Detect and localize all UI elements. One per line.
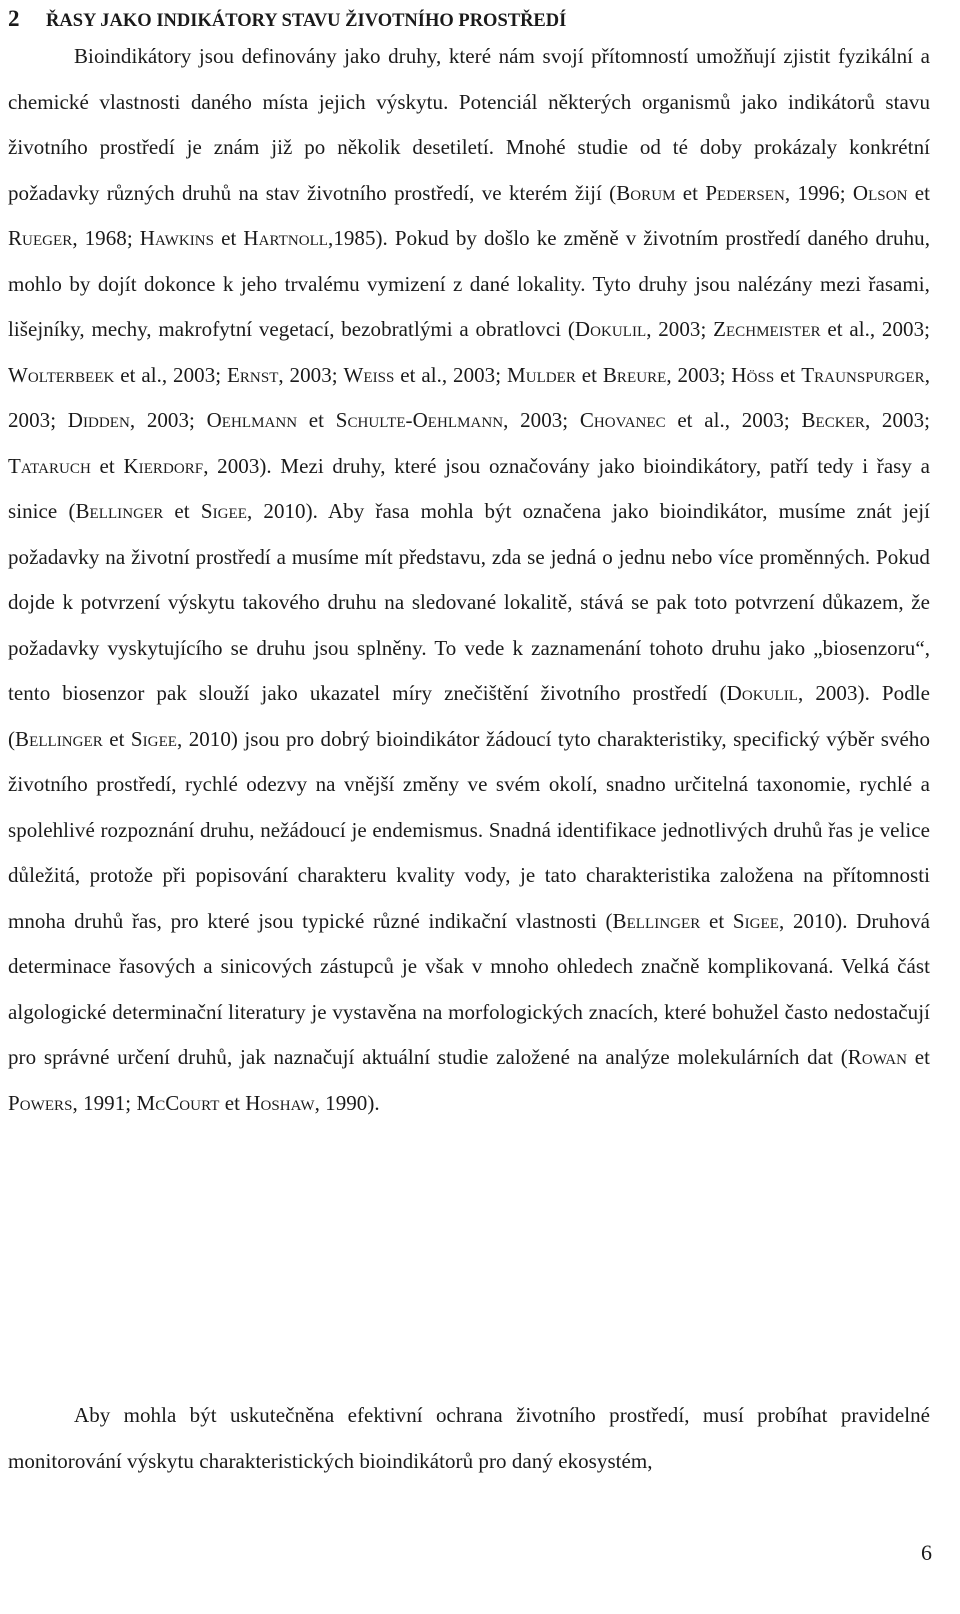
text-run: , 2010). Druhová determinace řasových a sinicových zástupců je však v mnoho ohledech značně komplikovaná. Velká část algologické determinační literatury je vystavěna na morfologických znacích, které bohužel často nedostačují pro správné určení druhů, jak naznačují aktuální studie založené na analýze molekulárních dat ( — [8, 908, 930, 1069]
citation-author: Didden — [67, 408, 130, 432]
citation-author: Powers — [8, 1090, 73, 1115]
page-number: 6 — [921, 1540, 932, 1565]
citation-author: Traunspurger — [801, 362, 925, 387]
citation-author: Becker — [801, 408, 865, 432]
citation-author: Hawkins — [139, 226, 215, 250]
citation-author: Kierdorf — [123, 453, 204, 478]
text-run: et — [163, 499, 201, 523]
text-run: et al., 2003; — [114, 362, 227, 387]
text-run: Bioindikátory jsou definovány jako druhy, které nám svojí přítomností umožňují zjistit fyzikální a chemické vlastnosti daného místa jejich výskytu. Potenciál některých organismů jako indikátorů stavu životního prostředí je znám již po několik desetiletí. Mnohé studie od té doby prokázaly konkrétní požadavky různých druhů na stav životního prostředí, ve kterém žijí ( — [8, 44, 930, 205]
citation-author: Hoshaw — [245, 1090, 315, 1115]
citation-author: Weiss — [343, 362, 395, 387]
text-run: , 2003; — [646, 317, 714, 341]
citation-author: Breure — [602, 362, 667, 387]
text-run: , 1968; — [72, 226, 140, 250]
citation-author: Bellinger — [75, 499, 164, 523]
text-run: , 2003; — [864, 408, 931, 432]
text-run: et — [675, 180, 706, 205]
text-run: et — [700, 908, 733, 933]
citation-author: Bellinger — [612, 908, 701, 933]
citation-author: Pedersen — [705, 180, 785, 205]
section-heading — [8, 4, 952, 36]
citation-author: Oehlmann — [206, 408, 298, 432]
citation-author: Rowan — [847, 1045, 908, 1069]
text-run: , 2003; — [666, 362, 732, 387]
text-run: , 2003; — [503, 408, 580, 432]
text-run: et — [102, 726, 131, 751]
text-run: , 2010). Aby řasa mohla být označena jako bioindikátor, musíme znát její požadavky na životní prostředí a musíme mít představu, zda se jedná o jednu nebo více proměnných. Pokud dojde k potvrzení výskytu takového druhu na sledované lokalitě, stává se pak toto potvrzení důkazem, že požadavky vyskytujícího se druhu jsou splněny. To vede k zaznamenání tohoto druhu jako „biosenzoru“, tento biosenzor pak slouží jako ukazatel míry znečištění životního prostředí ( — [8, 499, 930, 705]
citation-author: Ernst — [227, 362, 279, 387]
citation-author: Hartnoll — [243, 226, 329, 250]
text-run: et al., 2003; — [820, 317, 931, 341]
text-run: et al., 2003; — [665, 408, 802, 432]
text-run: et — [774, 362, 802, 387]
citation-author: Höss — [731, 362, 775, 387]
citation-author: Sigee — [732, 908, 779, 933]
text-run: , 1991; — [72, 1090, 137, 1115]
text-run: et — [90, 453, 124, 478]
text-run: , 2003). Podle ( — [8, 681, 930, 751]
citation-author: Dokulil — [726, 681, 798, 705]
citation-author: Zechmeister — [713, 317, 821, 341]
text-run: Aby mohla být uskutečněna efektivní ochrana životního prostředí, musí probíhat pravidelné monitorování výskytu charakteristických bioindikátorů pro daný ekosystém, — [8, 1403, 930, 1473]
text-run: et — [297, 408, 336, 432]
text-run: , 2010) jsou pro dobrý bioindikátor žádoucí tyto charakteristiky, specifický výběr svého životního prostředí, rychlé odezvy na vnější změny ve svém okolí, snadno určitelná taxonomie, rychlé a spolehlivé rozpoznání druhu, nežádoucí je endemismus. Snadná identifikace jednotlivých druhů řas je velice důležitá, protože při popisování charakteru kvality vody, je tato charakteristika založena na přítomnosti mnoha druhů řas, pro které jsou typické různé indikační vlastnosti ( — [8, 726, 930, 933]
text-run: , 2003). Mezi druhy, které jsou označovány jako bioindikátory, patří tedy i řasy a sinice ( — [8, 453, 930, 523]
citation-author: Wolterbeek — [8, 362, 115, 387]
text-run: et — [907, 180, 931, 205]
body-paragraph — [8, 1393, 930, 1484]
section-title: ŘASY JAKO INDIKÁTORY STAVU ŽIVOTNÍHO PROSTŘEDÍ — [46, 11, 567, 31]
text-run: et al., 2003; — [394, 362, 507, 387]
text-run: , 2003; — [129, 408, 207, 432]
citation-author: Dokulil — [574, 317, 647, 341]
section-number: 2 — [8, 6, 20, 31]
citation-author: Chovanec — [579, 408, 666, 432]
text-run: , 2003; — [278, 362, 344, 387]
citation-author: Tataruch — [8, 453, 91, 478]
text-run: et — [214, 226, 244, 250]
text-run: , 1990). — [314, 1090, 380, 1115]
text-run: , 2003; — [8, 362, 931, 432]
body-paragraph — [8, 34, 930, 1126]
citation-author: Mulder — [506, 362, 576, 387]
citation-author: Schulte-Oehlmann — [335, 408, 504, 432]
text-run: et — [907, 1045, 930, 1069]
text-run: ,1985). Pokud by došlo ke změně v životním prostředí daného druhu, mohlo by dojít dokonce k jeho trvalému vymizení z dané lokality. Tyto druhy jsou nalézány mezi řasami, lišejníky, mechy, makrofytní vegetací, bezobratlými a obratlovci ( — [8, 226, 931, 341]
citation-author: Olson — [852, 180, 908, 205]
citation-author: Bellinger — [15, 726, 103, 751]
citation-author: Sigee — [130, 726, 177, 751]
text-run: et — [219, 1090, 246, 1115]
citation-author: Rueger — [8, 226, 73, 250]
text-run: , 1996; — [784, 180, 853, 205]
text-run: et — [575, 362, 603, 387]
citation-author: Borum — [616, 180, 676, 205]
citation-author: McCourt — [136, 1090, 220, 1115]
citation-author: Sigee — [200, 499, 247, 523]
